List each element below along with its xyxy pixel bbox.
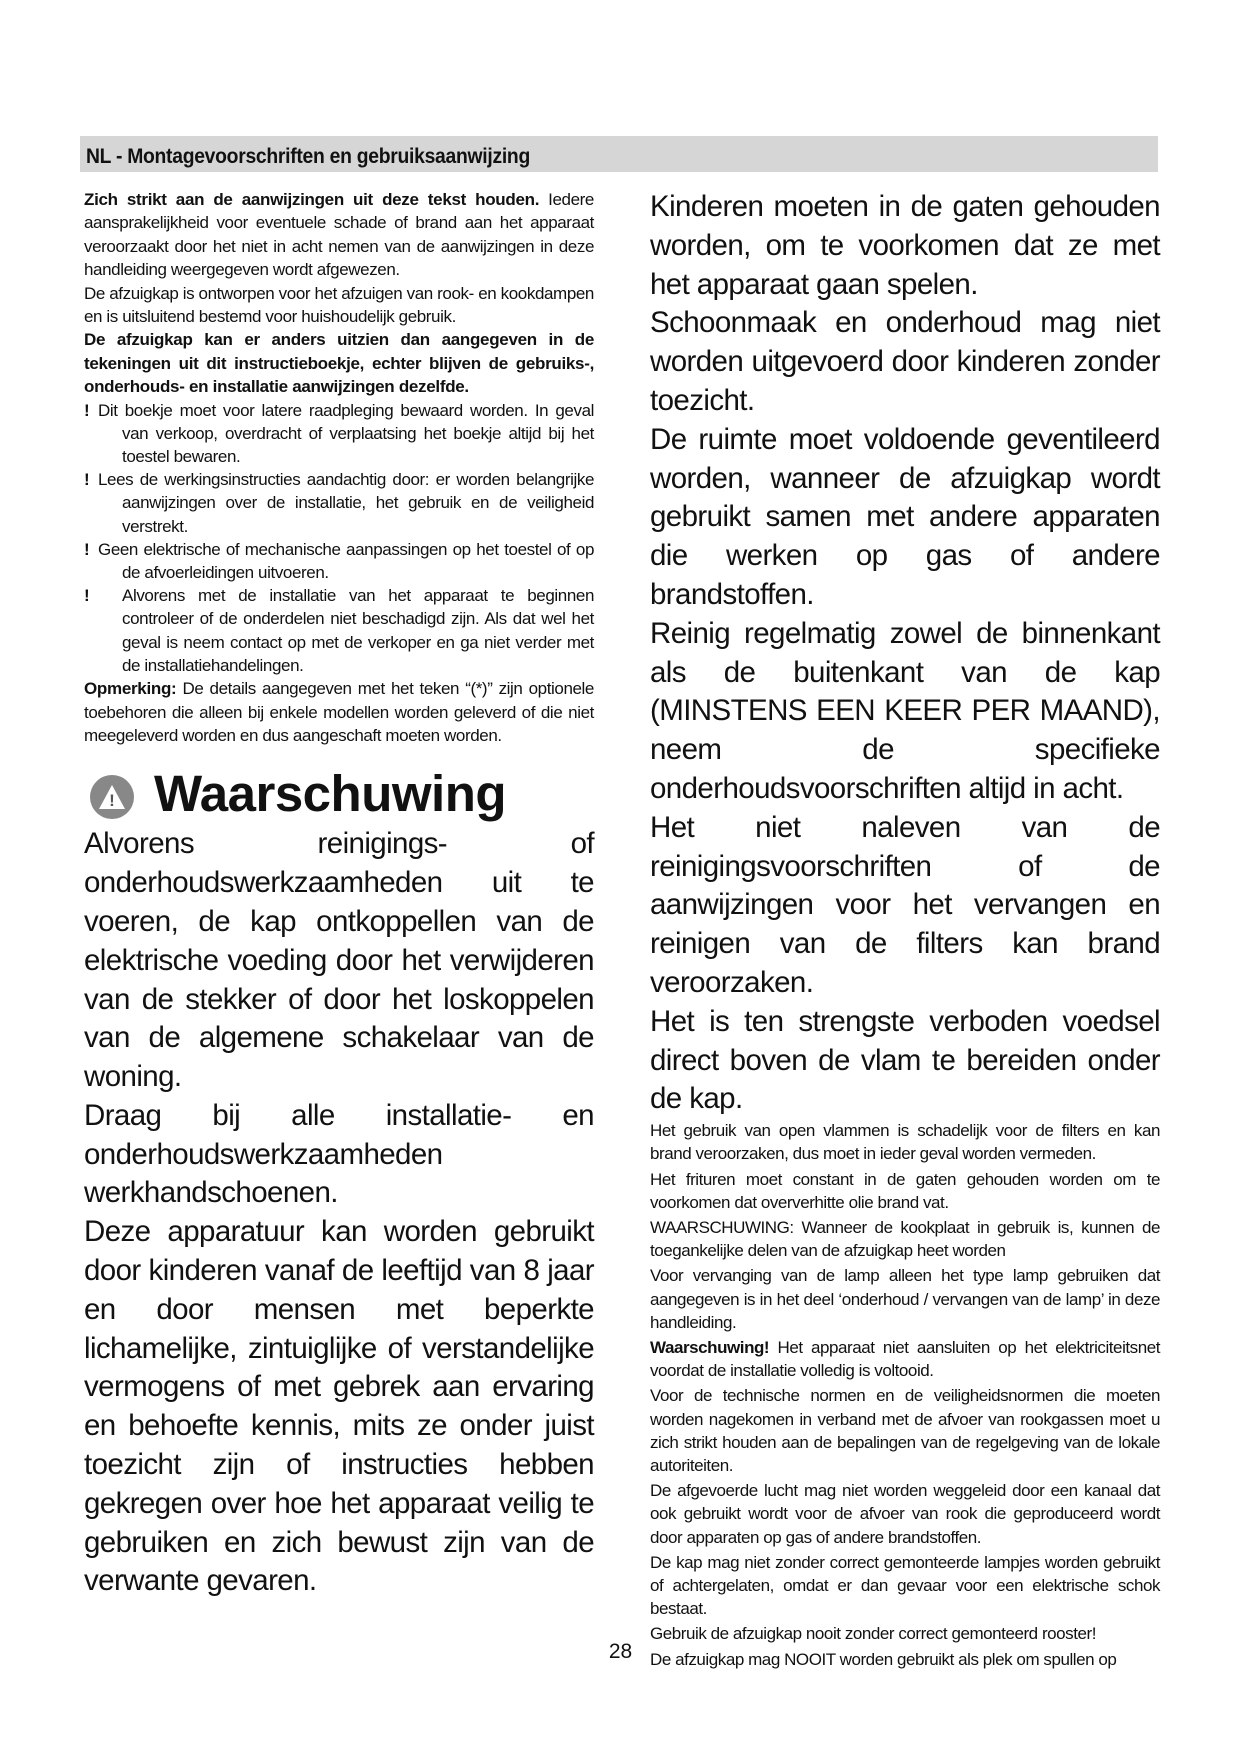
intro-text: Iedere aansprakelijkheid voor eventuele schade of brand aan het apparaat veroorzaakt door het niet in acht nemen van de aanwijzingen in deze handleiding weergegeven wordt afgewezen.	[84, 190, 594, 280]
exclamation-mark: !	[84, 400, 90, 420]
bullet-item	[84, 538, 594, 584]
note-paragraph-3: WAARSCHUWING: Wanneer de kookplaat in gebruik is, kunnen de toegankelijke delen van de afzuigkap heet worden	[650, 1217, 1160, 1261]
safety-paragraph-6: Het is ten strengste verboden voedsel direct boven de vlam te bereiden onder de kap.	[650, 1004, 1160, 1116]
section-title: NL - Montagevoorschriften en gebruiksaanwijzing	[86, 145, 530, 168]
warning-icon-glyph: !	[109, 791, 115, 811]
section-header-bar	[80, 136, 1158, 172]
bullet-item	[84, 468, 594, 538]
note-paragraph-5: Voor de technische normen en de veiligheidsnormen die moeten worden nagekomen in verband met de afvoer van rookgassen moet u zich strikt houden aan de bepalingen van de regelgeving van de lokale autoriteiten.	[650, 1386, 1160, 1475]
safety-paragraph-5: Het niet naleven van de reinigingsvoorschriften of de aanwijzingen voor het vervangen en reinigen van de filters kan brand veroorzaken.	[650, 810, 1160, 999]
remark-label: Opmerking:	[84, 679, 177, 699]
warning-note	[650, 1336, 1160, 1382]
remark-paragraph	[84, 677, 594, 747]
right-column	[650, 188, 1160, 1673]
warning-heading	[84, 763, 594, 825]
note-paragraph-7: De kap mag niet zonder correct gemonteerde lampjes worden gebruikt of achtergelaten, omdat er dan gevaar voor een elektrische schok bestaat.	[650, 1552, 1160, 1619]
remark-text: De details aangegeven met het teken “(*)” zijn optionele toebehoren die alleen bij enkele modellen worden geleverd of die niet meegeleverd worden en dus aangeschaft moeten worden.	[84, 679, 594, 745]
warning-note-label: Waarschuwing!	[650, 1337, 770, 1357]
exclamation-mark: !	[84, 586, 90, 606]
safety-paragraph-2: Schoonmaak en onderhoud mag niet worden uitgevoerd door kinderen zonder toezicht.	[650, 306, 1160, 417]
bullet-text: Lees de werkingsinstructies aandachtig door: er worden belangrijke aanwijzingen over de installatie, het gebruik en de veiligheid verstrekt.	[98, 470, 594, 536]
intro-paragraph-2: De afzuigkap is ontworpen voor het afzuigen van rook- en kookdampen en is uitsluitend bestemd voor huishoudelijk gebruik.	[84, 283, 594, 327]
warning-paragraph-2: Draag bij alle installatie- en onderhoudswerkzaamheden werkhandschoenen.	[84, 1098, 594, 1210]
warning-paragraph-3: Deze apparatuur kan worden gebruikt door kinderen vanaf de leeftijd van 8 jaar en door mensen met beperkte lichamelijke, zintuiglijke of verstandelijke vermogens of met gebrek aan ervaring en behoefte kennis, mits ze onder juist toezicht zijn of instructies hebben gekregen over hoe het apparaat veilig te gebruiken en zich bewust zijn van de verwante gevaren.	[84, 1215, 594, 1598]
bullet-text: Geen elektrische of mechanische aanpassingen op het toestel of op de afvoerleidingen uitvoeren.	[98, 539, 594, 583]
warning-note-text: Het apparaat niet aansluiten op het elektriciteitsnet voordat de installatie volledig is voltooid.	[650, 1337, 1160, 1381]
note-paragraph-6: De afgevoerde lucht mag niet worden weggeleid door een kanaal dat ook gebruikt wordt voor de afvoer van rook die geproduceerd wordt door apparaten op gas of andere brandstoffen.	[650, 1481, 1160, 1547]
intro-paragraph-3	[84, 328, 594, 398]
intro-paragraph-1	[84, 188, 594, 282]
exclamation-mark: !	[84, 539, 90, 559]
exclamation-mark: !	[84, 470, 90, 490]
bullet-text: Dit boekje moet voor latere raadpleging bewaard worden. In geval van verkoop, overdracht of verplaatsing het boekje altijd bij het toestel bewaren.	[98, 400, 594, 467]
note-paragraph-9: De afzuigkap mag NOOIT worden gebruikt als plek om spullen op	[650, 1649, 1117, 1669]
page-number: 28	[608, 1640, 633, 1663]
note-paragraph-2: Het frituren moet constant in de gaten gehouden worden om te voorkomen dat oververhitte olie brand vat.	[650, 1169, 1160, 1212]
safety-paragraph-4: Reinig regelmatig zowel de binnenkant als de buitenkant van de kap (MINSTENS EEN KEER PER MAAND), neem de specifieke onderhoudsvoorschriften altijd in acht.	[650, 616, 1160, 805]
note-paragraph-4: Voor vervanging van de lamp alleen het type lamp gebruiken dat aangegeven is in het deel ‘onderhoud / vervangen van de lamp’ in deze handleiding.	[650, 1266, 1160, 1332]
warning-paragraph-1: Alvorens reinigings- of onderhoudswerkzaamheden uit te voeren, de kap ontkoppellen van de elektrische voeding door het verwijderen van de stekker of door het loskoppelen van de algemene schakelaar van de woning.	[84, 827, 594, 1094]
bullet-text: Alvorens met de installatie van het apparaat te beginnen controleer of de onderdelen niet beschadigd zijn. Als dat wel het geval is neem contact op met de verkoper en ga niet verder met de installatiehandelingen.	[122, 586, 594, 675]
warning-triangle-icon	[97, 783, 127, 811]
bullet-item	[84, 399, 594, 469]
warning-icon	[90, 775, 134, 819]
intro-bold-lead: Zich strikt aan de aanwijzingen uit deze tekst houden.	[84, 190, 540, 209]
intro-bold-note: De afzuigkap kan er anders uitzien dan aangegeven in de tekeningen uit dit instructieboekje, echter blijven de gebruiks-, onderhouds- en installatie aanwijzingen dezelfde.	[84, 330, 594, 397]
note-paragraph-8: Gebruik de afzuigkap nooit zonder correct gemonteerd rooster!	[650, 1624, 1096, 1644]
safety-paragraph-1: Kinderen moeten in de gaten gehouden worden, om te voorkomen dat ze met het apparaat gaan spelen.	[650, 190, 1160, 301]
warning-title: Waarschuwing	[154, 765, 506, 823]
left-column	[84, 188, 594, 1601]
bullet-item	[84, 584, 594, 677]
safety-paragraph-3: De ruimte moet voldoende geventileerd worden, wanneer de afzuigkap wordt gebruikt samen met andere apparaten die werken op gas of andere brandstoffen.	[650, 422, 1160, 611]
note-paragraph-1: Het gebruik van open vlammen is schadelijk voor de filters en kan brand veroorzaken, dus moet in ieder geval worden vermeden.	[650, 1121, 1160, 1164]
